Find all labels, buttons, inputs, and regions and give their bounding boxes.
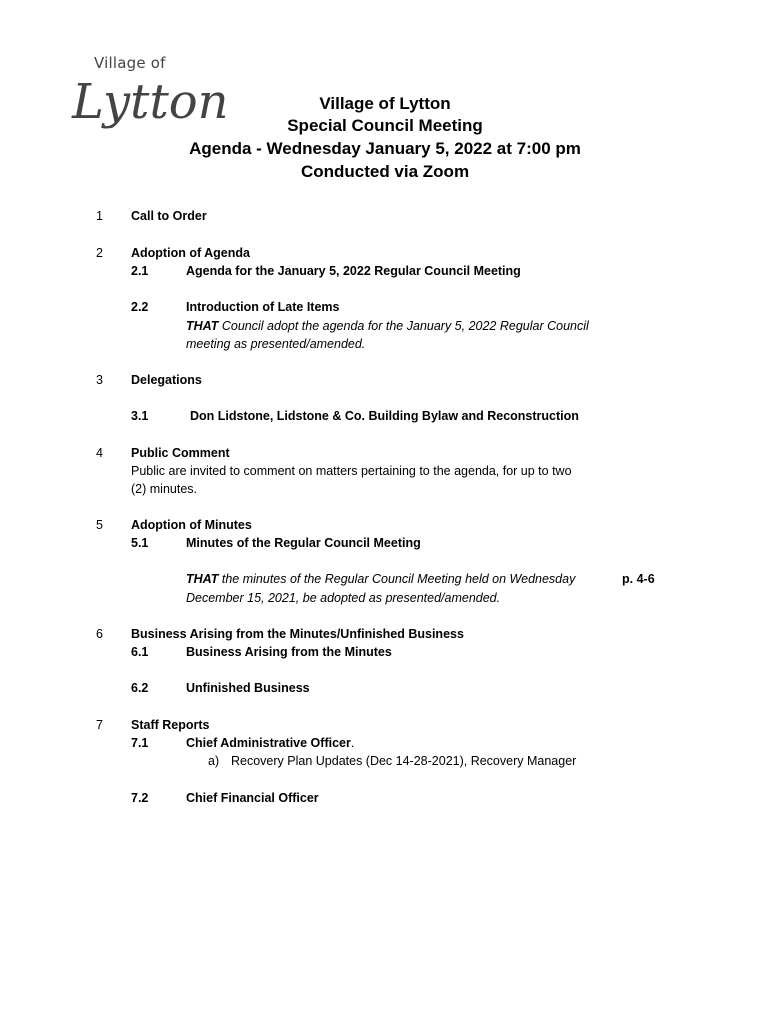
item-3-1-number: 3.1 bbox=[131, 409, 149, 423]
item-2-2-title: Introduction of Late Items bbox=[186, 300, 340, 314]
item-7-1-number: 7.1 bbox=[131, 736, 149, 750]
item-5-1-number: 5.1 bbox=[131, 536, 149, 550]
item-3-number: 3 bbox=[96, 373, 103, 387]
item-3-1-title: Don Lidstone, Lidstone & Co. Building Bylaw and Reconstruction bbox=[190, 409, 579, 423]
item-7-1-title-wrap bbox=[186, 734, 354, 752]
header-village-name: Village of Lytton bbox=[319, 94, 451, 113]
item-7-1-title: Chief Administrative Officer bbox=[186, 736, 351, 750]
motion-text: Council adopt the agenda for the January 5, 2022 Regular Council bbox=[218, 319, 589, 333]
item-7-title: Staff Reports bbox=[131, 718, 210, 732]
item-7-1-a-text: Recovery Plan Updates (Dec 14-28-2021), Recovery Manager bbox=[231, 754, 577, 768]
item-7-2-number: 7.2 bbox=[131, 791, 149, 805]
item-6-2-title: Unfinished Business bbox=[186, 681, 310, 695]
item-1-number: 1 bbox=[96, 209, 103, 223]
item-6-1-title: Business Arising from the Minutes bbox=[186, 645, 392, 659]
header-conducted-via: Conducted via Zoom bbox=[300, 162, 470, 181]
logo-text-lytton: Lytton bbox=[72, 74, 229, 130]
item-5-number: 5 bbox=[96, 518, 103, 532]
header-agenda-date: Agenda - Wednesday January 5, 2022 at 7:00 pm bbox=[189, 139, 581, 158]
item-3-title: Delegations bbox=[131, 373, 202, 387]
item-7-1-title-suffix: . bbox=[350, 736, 355, 750]
item-4-text-line1: Public are invited to comment on matters pertaining to the agenda, for up to two bbox=[131, 464, 572, 478]
item-4-title: Public Comment bbox=[131, 446, 230, 460]
item-5-1-page-ref: p. 4-6 bbox=[622, 572, 655, 586]
item-6-1-number: 6.1 bbox=[131, 645, 149, 659]
item-2-1-title: Agenda for the January 5, 2022 Regular Council Meeting bbox=[186, 264, 521, 278]
item-5-1-title: Minutes of the Regular Council Meeting bbox=[186, 536, 421, 550]
item-7-1-a-label: a) bbox=[208, 754, 220, 768]
item-7-2-title: Chief Financial Officer bbox=[186, 791, 319, 805]
item-2-2-motion-line1 bbox=[186, 317, 589, 335]
item-7-number: 7 bbox=[96, 718, 103, 732]
item-6-2-number: 6.2 bbox=[131, 681, 149, 695]
item-1-title: Call to Order bbox=[131, 209, 207, 223]
motion-text: the minutes of the Regular Council Meeting held on Wednesday bbox=[218, 572, 576, 586]
item-6-title: Business Arising from the Minutes/Unfinished Business bbox=[131, 627, 464, 641]
item-2-2-number: 2.2 bbox=[131, 300, 149, 314]
item-6-number: 6 bbox=[96, 627, 103, 641]
motion-that: THAT bbox=[186, 572, 219, 586]
item-4-number: 4 bbox=[96, 446, 103, 460]
item-5-1-motion-line1 bbox=[186, 570, 575, 588]
item-2-title: Adoption of Agenda bbox=[131, 246, 250, 260]
item-2-number: 2 bbox=[96, 246, 103, 260]
item-4-text-line2: (2) minutes. bbox=[131, 482, 197, 496]
header-meeting-type: Special Council Meeting bbox=[287, 116, 483, 135]
item-2-2-motion-line2: meeting as presented/amended. bbox=[186, 337, 366, 351]
item-5-title: Adoption of Minutes bbox=[131, 518, 252, 532]
item-5-1-motion-line2: December 15, 2021, be adopted as presented/amended. bbox=[186, 591, 501, 605]
motion-that: THAT bbox=[186, 319, 219, 333]
logo-text-village-of: Village of bbox=[94, 54, 166, 72]
item-2-1-number: 2.1 bbox=[131, 264, 149, 278]
